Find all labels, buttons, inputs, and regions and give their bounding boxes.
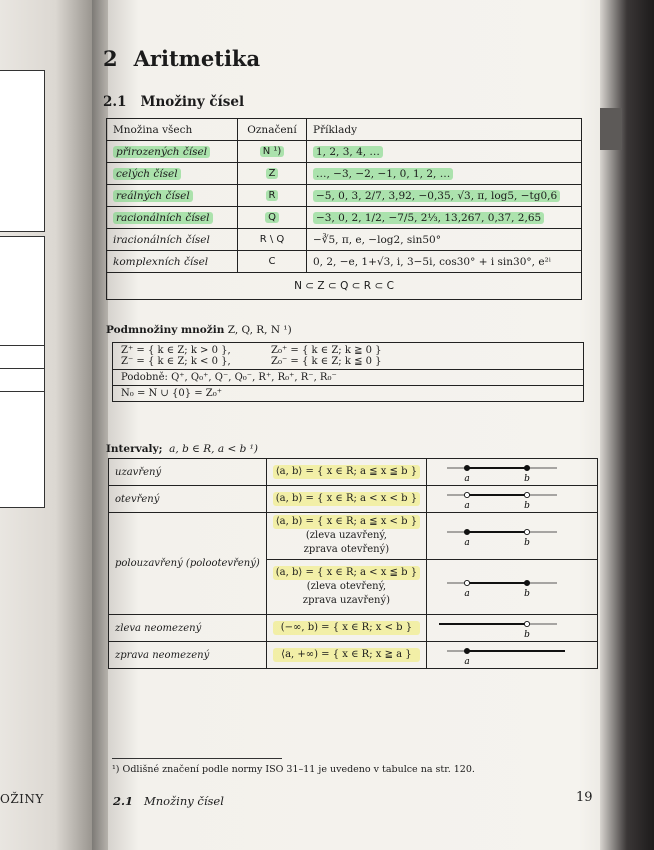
endpoint-a-closed [464, 529, 469, 534]
interval-number-line [427, 523, 597, 549]
header-examples: Příklady [307, 119, 582, 141]
subsets-table [112, 342, 584, 402]
interval-diagram-cell [427, 642, 598, 669]
set-symbol: N ¹) [260, 146, 285, 157]
footnote-rule [112, 758, 282, 759]
interval-diagram-cell [427, 615, 598, 642]
interval-name: uzavřený [109, 459, 267, 486]
interval-definition-cell [266, 642, 426, 669]
interval-diagram-cell [427, 513, 598, 560]
endpoint-label-b: b [524, 474, 530, 484]
thumb-index-mark [600, 108, 622, 150]
endpoint-label-b: b [524, 538, 530, 548]
interval-definition: (−∞, b) = { x ∈ R; x < b } [273, 621, 420, 635]
set-examples: …, −3, −2, −1, 0, 1, 2, … [313, 168, 453, 180]
intervals-table [108, 458, 598, 669]
interval-definition: ⟨a, +∞) = { x ∈ R; x ≧ a } [273, 648, 420, 662]
interval-definition: ⟨a, b) = { x ∈ R; a ≦ x < b } [273, 515, 420, 529]
endpoint-b-closed [524, 465, 529, 470]
running-head [113, 794, 224, 808]
table-row [113, 343, 584, 370]
set-name: reálných čísel [113, 190, 193, 202]
endpoint-b-closed [524, 580, 529, 585]
running-head-title: Množiny čísel [143, 794, 224, 808]
interval-row [109, 459, 598, 486]
table-row [113, 370, 584, 386]
endpoint-label-b: b [524, 630, 530, 640]
endpoint-label-a: a [464, 538, 470, 548]
endpoint-label-a: a [464, 501, 470, 511]
set-examples: −∛5, π, e, −log2, sin50° [307, 229, 582, 251]
set-examples: −5, 0, 3, 2/7, 3,92, −0,35, √3, π, log5, −tg0,6 [313, 190, 560, 202]
interval-number-line [427, 459, 597, 485]
set-symbol: R [266, 190, 279, 201]
header-symbol: Označení [238, 119, 307, 141]
interval-row [109, 486, 598, 513]
table-row [107, 251, 582, 273]
set-examples: 1, 2, 3, 4, … [313, 146, 383, 158]
left-page-table [0, 70, 45, 232]
interval-note: (zleva otevřený, [306, 581, 387, 592]
endpoint-label-a: a [464, 657, 470, 667]
interval-number-line [427, 642, 597, 668]
interval-number-line [427, 615, 597, 641]
endpoint-b-open [524, 621, 529, 626]
intervals-heading [106, 443, 258, 455]
endpoint-label-b: b [524, 501, 530, 511]
intervals-heading-bold: Intervaly; [106, 443, 163, 455]
subset-pair [121, 356, 575, 367]
chapter-number: 2 [103, 46, 118, 71]
endpoint-a-open [464, 492, 469, 497]
set-symbol: C [238, 251, 307, 273]
subsets-heading-bold: Podmnožiny množin [106, 324, 225, 336]
set-name: přirozených čísel [113, 146, 210, 158]
page-number: 19 [576, 790, 593, 805]
subset-formula: Z₀⁺ = { k ∈ Z; k ≧ 0 } [271, 345, 382, 356]
interval-name: zprava neomezený [109, 642, 267, 669]
interval-definition: (a, b⟩ = { x ∈ R; a < x ≦ b } [273, 566, 420, 580]
endpoint-label-b: b [524, 589, 530, 599]
endpoint-b-open [524, 529, 529, 534]
interval-row [109, 513, 598, 560]
subset-formula: Z⁺ = { k ∈ Z; k > 0 }, [121, 345, 231, 356]
subsets-heading [106, 324, 292, 336]
left-page [0, 0, 92, 850]
intervals-heading-rest: a, b ∈ R, a < b ¹) [169, 443, 258, 455]
running-head-number: 2.1 [113, 794, 134, 808]
set-inclusion: N ⊂ Z ⊂ Q ⊂ R ⊂ C [107, 273, 582, 300]
interval-diagram-cell [427, 560, 598, 615]
endpoint-b-open [524, 492, 529, 497]
subset-similar: Podobně: Q⁺, Q₀⁺, Q⁻, Q₀⁻, R⁺, R₀⁺, R⁻, R₀⁻ [113, 370, 584, 386]
subset-formula: Z₀⁻ = { k ∈ Z; k ≦ 0 } [271, 356, 382, 367]
interval-note: zprava otevřený) [303, 544, 390, 555]
interval-definition-cell [266, 459, 426, 486]
set-symbol: Q [265, 212, 279, 223]
section-title: Množiny čísel [140, 94, 245, 110]
interval-row [109, 615, 598, 642]
left-running-head: OŽINY [0, 792, 44, 806]
set-symbol: Z [266, 168, 279, 179]
endpoint-a-closed [464, 648, 469, 653]
section-number: 2.1 [103, 94, 127, 110]
interval-definition-cell [266, 560, 426, 615]
interval-name: polouzavřený (polootevřený) [109, 513, 267, 615]
set-name: iracionálních čísel [107, 229, 238, 251]
set-symbol: R \ Q [238, 229, 307, 251]
chapter-title: Aritmetika [133, 46, 261, 71]
set-name: racionálních čísel [113, 212, 213, 224]
interval-definition: ⟨a, b⟩ = { x ∈ R; a ≦ x ≦ b } [273, 465, 420, 479]
interval-note: (zleva uzavřený, [305, 530, 387, 541]
interval-name: zleva neomezený [109, 615, 267, 642]
endpoint-label-a: a [464, 474, 470, 484]
chapter-heading [103, 46, 260, 71]
interval-number-line [427, 486, 597, 512]
table-row [107, 207, 582, 229]
subset-n0: N₀ = N ∪ {0} = Z₀⁺ [113, 386, 584, 402]
interval-note: zprava uzavřený) [302, 595, 391, 606]
interval-definition-cell [266, 513, 426, 560]
number-sets-table [106, 118, 582, 300]
endpoint-a-closed [464, 465, 469, 470]
table-header-row [107, 119, 582, 141]
section-heading [103, 94, 244, 110]
interval-definition-cell [266, 615, 426, 642]
inclusion-row [107, 273, 582, 300]
subset-formula: Z⁻ = { k ∈ Z; k < 0 }, [121, 356, 231, 367]
endpoint-a-open [464, 580, 469, 585]
table-row [107, 229, 582, 251]
interval-diagram-cell [427, 486, 598, 513]
set-name: komplexních čísel [107, 251, 238, 273]
table-row [107, 141, 582, 163]
set-examples: 0, 2, −e, 1+√3, i, 3−5i, cos30° + i sin30°, e²ⁱ [307, 251, 582, 273]
left-page-table-2 [0, 236, 45, 508]
subset-pair [121, 345, 575, 356]
endpoint-label-a: a [464, 589, 470, 599]
table-row [113, 386, 584, 402]
table-row [107, 185, 582, 207]
interval-name: otevřený [109, 486, 267, 513]
subsets-heading-rest: Z, Q, R, N ¹) [227, 324, 292, 336]
set-name: celých čísel [113, 168, 181, 180]
table-row [107, 163, 582, 185]
interval-definition: (a, b) = { x ∈ R; a < x < b } [273, 492, 420, 506]
interval-definition-cell [266, 486, 426, 513]
set-examples: −3, 0, 2, 1/2, −7/5, 2⅓, 13,267, 0,37, 2,65 [313, 212, 544, 224]
footnote: ¹) Odlišné značení podle normy ISO 31–11 je uvedeno v tabulce na str. 120. [112, 764, 475, 775]
header-set: Množina všech [107, 119, 238, 141]
interval-row [109, 642, 598, 669]
interval-number-line [427, 574, 597, 600]
interval-diagram-cell [427, 459, 598, 486]
